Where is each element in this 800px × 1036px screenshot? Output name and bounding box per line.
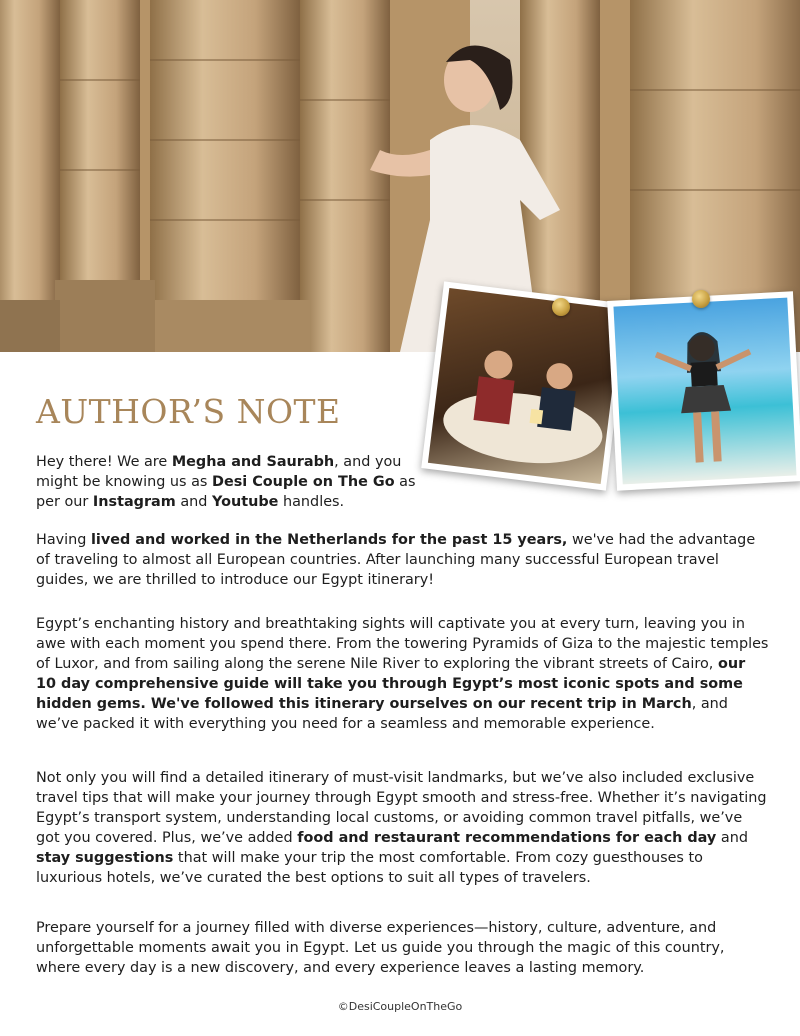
p2-text-1: we've had the advantage of traveling to almost all European countries. After launching many successful European travel guides, we are thrilled to introduce our Egypt itinerary! [36,532,756,588]
p4-bold-stay: stay suggestions [36,850,174,866]
pushpin-icon [692,290,710,308]
intro-names: Megha and Saurabh [171,454,335,470]
paragraph-egypt-history [36,614,770,734]
dinner-photo [428,288,622,484]
intro-paragraph [36,452,426,512]
p4-bold-food: food and restaurant recommendations for each day [297,830,717,846]
footer-copyright: ©DesiCoupleOnTheGo [337,1000,463,1013]
p3-text-1: Egypt’s enchanting history and breathtaking sights will captivate you at every turn, leaving you in awe with each moment you spend there. From the towering Pyramids of Giza to the majestic temples of Luxor, and from sailing along the serene Nile River to exploring the vibrant streets of Cairo, [36,616,769,672]
paragraph-travel-tips [36,768,770,888]
intro-instagram: Instagram [92,494,176,510]
p2-bold: lived and worked in the Netherlands for the past 15 years, [90,532,568,548]
intro-text-1: Hey there! We are [36,454,172,470]
polaroid-photo-beach [607,291,800,490]
intro-text-3: as per our [36,474,416,510]
intro-text-5: handles. [278,494,345,510]
pushpin-icon [552,298,570,316]
p4-text-3: that will make your trip the most comfortable. From cozy guesthouses to luxurious hotels, we’ve curated the best options to suit all types of travelers. [36,850,703,886]
p3-bold: our 10 day comprehensive guide will take you through Egypt’s most iconic spots and some hidden gems. We've followed this itinerary ourselves on our recent trip in March [36,656,746,712]
p4-text-2: and [716,830,748,846]
p4-text-1: Not only you will find a detailed itinerary of must-visit landmarks, but we’ve also included exclusive travel tips that will make your journey through Egypt smooth and stress-free. Whether it’s navigating Egypt’s transport system, understanding local customs, or avoiding common travel pitfalls, we’ve got you covered. Plus, we’ve added [36,770,767,846]
intro-text-4: and [175,494,212,510]
p2-text-0: Having [36,532,91,548]
page-title: AUTHOR’S NOTE [36,392,341,431]
polaroid-photo-dinner [421,281,629,490]
paragraph-netherlands [36,530,770,590]
beach-photo [613,298,796,485]
p3-text-2: , and we’ve packed it with everything you need for a seamless and memorable experience. [36,696,728,732]
p5-text-1: Prepare yourself for a journey filled with diverse experiences—history, culture, adventure, and unforgettable moments await you in Egypt. Let us guide you through the magic of this country, where every day is a new discovery, and every experience leaves a lasting memory. [36,920,725,976]
intro-brand: Desi Couple on The Go [212,474,395,490]
paragraph-closing [36,918,770,978]
intro-text-2: , and you might be knowing us as [36,454,402,490]
intro-youtube: Youtube [212,494,279,510]
